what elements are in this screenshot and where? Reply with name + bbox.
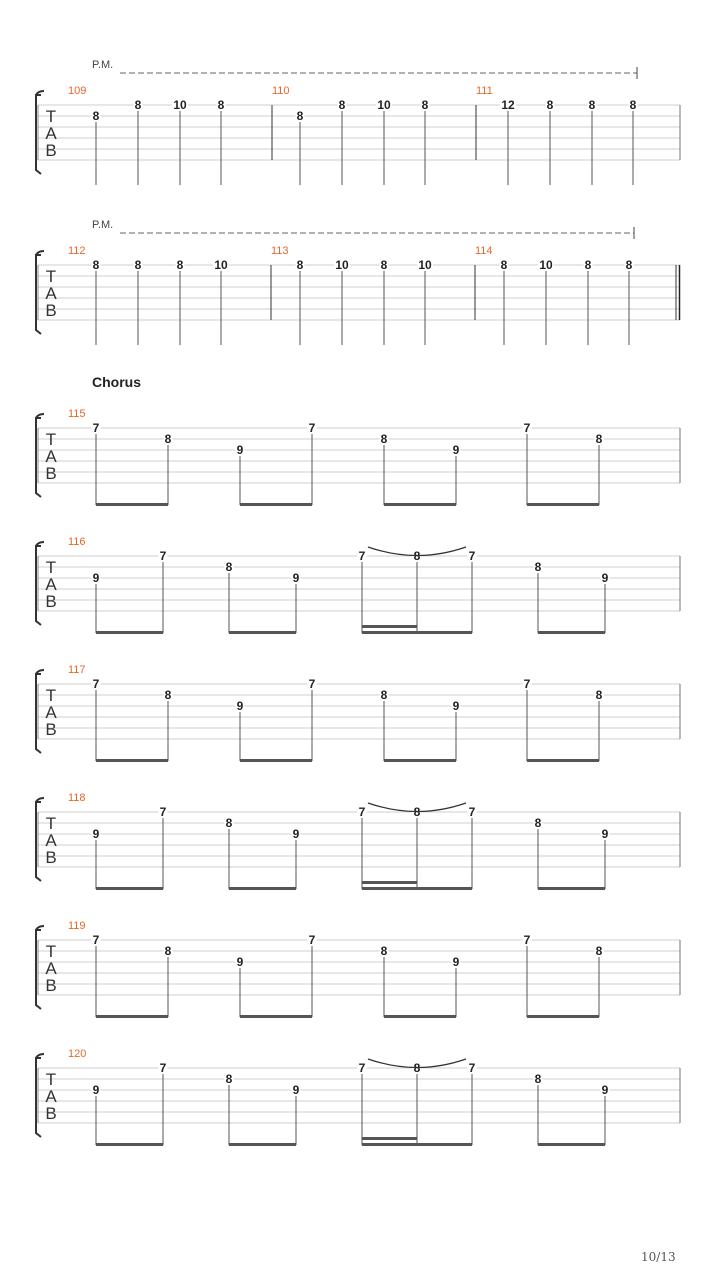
tab-clef-letter: A <box>45 447 57 466</box>
tab-clef-letter: T <box>45 267 57 286</box>
fret-number: 7 <box>159 549 167 563</box>
fret-number: 9 <box>92 827 100 841</box>
fret-number: 7 <box>523 421 531 435</box>
fret-number: 10 <box>539 258 553 272</box>
tab-clef-letter: T <box>45 430 57 449</box>
tab-clef-letter: T <box>45 107 57 126</box>
fret-number: 8 <box>217 98 225 112</box>
eighth-beam <box>229 887 296 890</box>
tab-clef-letter: B <box>45 592 57 611</box>
tab-clef-letter: B <box>45 1104 57 1123</box>
eighth-beam <box>384 759 456 762</box>
fret-number: 7 <box>523 677 531 691</box>
measure-number: 116 <box>68 536 86 548</box>
fret-number: 8 <box>225 1072 233 1086</box>
eighth-beam <box>362 631 472 634</box>
measure-number: 110 <box>272 85 290 97</box>
fret-number: 7 <box>358 1061 366 1075</box>
fret-number: 9 <box>452 443 460 457</box>
measure-number: 119 <box>68 920 86 932</box>
fret-number: 8 <box>225 560 233 574</box>
section-label: Chorus <box>92 374 141 390</box>
eighth-beam <box>527 759 599 762</box>
tab-clef-letter: B <box>45 720 57 739</box>
eighth-beam <box>527 1015 599 1018</box>
fret-number: 10 <box>173 98 187 112</box>
eighth-beam <box>240 1015 312 1018</box>
fret-number: 8 <box>546 98 554 112</box>
fret-number: 8 <box>413 805 421 819</box>
sixteenth-beam <box>362 1137 417 1140</box>
tab-clef-letter: B <box>45 464 57 483</box>
fret-number: 8 <box>584 258 592 272</box>
eighth-beam <box>96 887 163 890</box>
tab-clef-letter: T <box>45 558 57 577</box>
fret-number: 8 <box>413 1061 421 1075</box>
eighth-beam <box>229 1143 296 1146</box>
fret-number: 8 <box>534 560 542 574</box>
tab-clef-letter: A <box>45 703 57 722</box>
fret-number: 8 <box>413 549 421 563</box>
fret-number: 8 <box>625 258 633 272</box>
palm-mute-label: P.M. <box>92 59 114 71</box>
eighth-beam <box>384 503 456 506</box>
eighth-beam <box>538 887 605 890</box>
fret-number: 8 <box>534 1072 542 1086</box>
tab-clef-letter: T <box>45 1070 57 1089</box>
eighth-beam <box>362 887 472 890</box>
fret-number: 8 <box>500 258 508 272</box>
fret-number: 8 <box>338 98 346 112</box>
fret-number: 8 <box>380 688 388 702</box>
measure-number: 112 <box>68 245 86 257</box>
measure-number: 117 <box>68 664 86 676</box>
tab-clef-letter: A <box>45 575 57 594</box>
tab-clef-letter: A <box>45 959 57 978</box>
eighth-beam <box>96 631 163 634</box>
tab-clef-letter: B <box>45 976 57 995</box>
fret-number: 9 <box>236 699 244 713</box>
fret-number: 7 <box>92 421 100 435</box>
fret-number: 8 <box>92 109 100 123</box>
fret-number: 9 <box>92 571 100 585</box>
measure-number: 120 <box>68 1048 87 1060</box>
eighth-beam <box>96 503 168 506</box>
fret-number: 8 <box>164 688 172 702</box>
measure-number: 109 <box>68 85 87 97</box>
measure-number: 115 <box>68 408 86 420</box>
measure-number: 111 <box>476 85 493 97</box>
fret-number: 8 <box>92 258 100 272</box>
fret-number: 9 <box>452 699 460 713</box>
fret-number: 7 <box>92 677 100 691</box>
eighth-beam <box>362 1143 472 1146</box>
eighth-beam <box>538 631 605 634</box>
fret-number: 7 <box>92 933 100 947</box>
fret-number: 8 <box>421 98 429 112</box>
fret-number: 8 <box>534 816 542 830</box>
fret-number: 8 <box>296 258 304 272</box>
eighth-beam <box>240 503 312 506</box>
fret-number: 10 <box>418 258 432 272</box>
fret-number: 7 <box>159 805 167 819</box>
fret-number: 8 <box>164 432 172 446</box>
fret-number: 8 <box>629 98 637 112</box>
tab-clef-letter: T <box>45 686 57 705</box>
fret-number: 9 <box>601 1083 609 1097</box>
fret-number: 9 <box>92 1083 100 1097</box>
sixteenth-beam <box>362 881 417 884</box>
sixteenth-beam <box>362 625 417 628</box>
fret-number: 9 <box>601 827 609 841</box>
fret-number: 10 <box>214 258 228 272</box>
fret-number: 9 <box>292 1083 300 1097</box>
fret-number: 7 <box>358 805 366 819</box>
fret-number: 12 <box>501 98 515 112</box>
fret-number: 8 <box>296 109 304 123</box>
fret-number: 7 <box>358 549 366 563</box>
fret-number: 7 <box>468 805 476 819</box>
fret-number: 8 <box>164 944 172 958</box>
eighth-beam <box>229 631 296 634</box>
tab-clef-letter: A <box>45 831 57 850</box>
fret-number: 7 <box>523 933 531 947</box>
tab-clef-letter: T <box>45 814 57 833</box>
fret-number: 8 <box>595 432 603 446</box>
fret-number: 9 <box>452 955 460 969</box>
fret-number: 9 <box>292 827 300 841</box>
fret-number: 9 <box>292 571 300 585</box>
fret-number: 8 <box>588 98 596 112</box>
fret-number: 7 <box>468 1061 476 1075</box>
fret-number: 8 <box>225 816 233 830</box>
fret-number: 9 <box>601 571 609 585</box>
tab-clef-letter: A <box>45 124 57 143</box>
fret-number: 8 <box>134 258 142 272</box>
fret-number: 8 <box>595 944 603 958</box>
fret-number: 9 <box>236 443 244 457</box>
tab-clef-letter: A <box>45 284 57 303</box>
eighth-beam <box>96 1143 163 1146</box>
eighth-beam <box>240 759 312 762</box>
tab-clef-letter: A <box>45 1087 57 1106</box>
measure-number: 113 <box>271 245 289 257</box>
tab-clef-letter: B <box>45 848 57 867</box>
measure-number: 118 <box>68 792 86 804</box>
fret-number: 10 <box>335 258 349 272</box>
fret-number: 7 <box>468 549 476 563</box>
fret-number: 9 <box>236 955 244 969</box>
fret-number: 7 <box>308 933 316 947</box>
fret-number: 7 <box>308 421 316 435</box>
fret-number: 8 <box>134 98 142 112</box>
eighth-beam <box>538 1143 605 1146</box>
eighth-beam <box>96 1015 168 1018</box>
fret-number: 8 <box>380 432 388 446</box>
measure-number: 114 <box>475 245 493 257</box>
eighth-beam <box>384 1015 456 1018</box>
fret-number: 7 <box>159 1061 167 1075</box>
page-number: 10/13 <box>641 1250 676 1264</box>
fret-number: 8 <box>380 944 388 958</box>
tab-clef-letter: B <box>45 141 57 160</box>
fret-number: 8 <box>595 688 603 702</box>
tab-clef-letter: B <box>45 301 57 320</box>
fret-number: 7 <box>308 677 316 691</box>
fret-number: 8 <box>380 258 388 272</box>
tab-clef-letter: T <box>45 942 57 961</box>
eighth-beam <box>527 503 599 506</box>
palm-mute-label: P.M. <box>92 219 114 231</box>
fret-number: 8 <box>176 258 184 272</box>
fret-number: 10 <box>377 98 391 112</box>
eighth-beam <box>96 759 168 762</box>
